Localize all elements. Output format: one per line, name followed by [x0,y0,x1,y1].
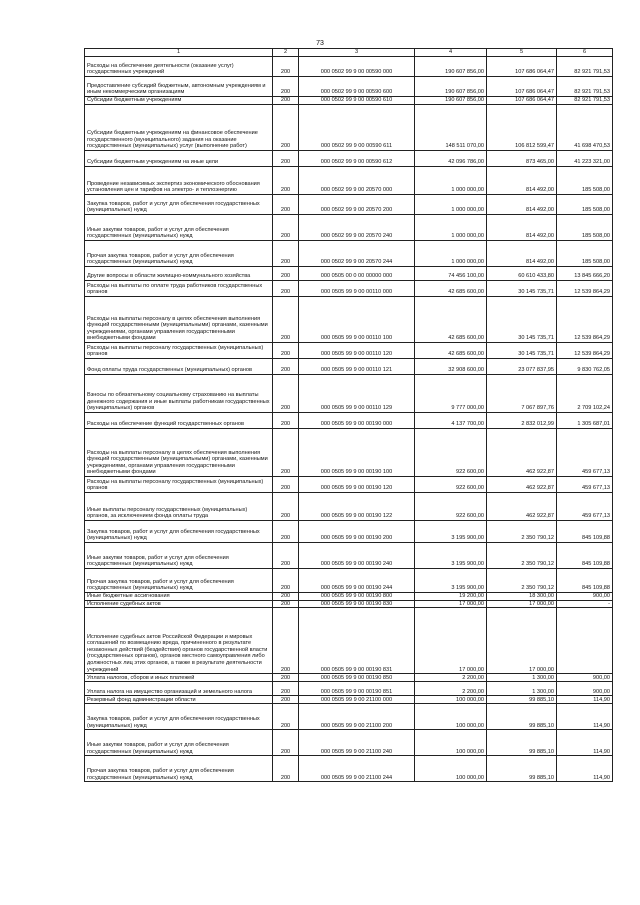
row-budget-code: 000 0505 99 9 00 00190 122 [299,493,415,521]
row-unexecuted-amount: 459 677,13 [557,477,613,493]
table-row [85,493,613,521]
row-name: Расходы на выплаты по оплате труда работников государственных органов [85,281,273,297]
table-row [85,608,613,674]
row-budget-code: 000 0505 99 9 00 21100 244 [299,756,415,782]
row-line-code: 200 [273,696,299,704]
row-executed-amount: 7 067 897,76 [487,375,557,413]
row-budget-code: 000 0505 99 9 00 00190 100 [299,429,415,477]
row-name: Прочая закупка товаров, работ и услуг для обеспечения государственных (муниципальных) нужд [85,569,273,593]
row-executed-amount: 1 300,00 [487,674,557,682]
row-unexecuted-amount: 185 508,00 [557,241,613,267]
row-name: Иные бюджетные ассигнования [85,593,273,601]
row-name: Уплата налога на имущество организаций и земельного налога [85,682,273,696]
row-executed-amount: 107 686 064,47 [487,97,557,105]
row-unexecuted-amount: - [557,600,613,608]
page-number: 73 [316,40,324,47]
row-budget-code: 000 0505 99 9 00 00190 240 [299,543,415,569]
row-line-code: 200 [273,343,299,359]
row-name: Субсидии бюджетным учреждениям [85,97,273,105]
header-cell: 3 [299,49,415,57]
row-executed-amount: 106 812 599,47 [487,105,557,151]
row-unexecuted-amount: 12 539 864,29 [557,343,613,359]
row-executed-amount: 2 350 790,12 [487,543,557,569]
row-approved-amount: 1 000 000,00 [415,215,487,241]
row-unexecuted-amount: 845 109,88 [557,543,613,569]
row-approved-amount: 74 456 100,00 [415,267,487,281]
row-name: Субсидии бюджетным учреждениям на финансовое обеспечение государственного (муниципального) задания на оказание государственных (муниципальных) услуг (выполнение работ) [85,105,273,151]
row-approved-amount: 922 600,00 [415,477,487,493]
table-row [85,215,613,241]
row-unexecuted-amount: 82 921 791,53 [557,77,613,97]
table-row [85,97,613,105]
row-budget-code: 000 0505 00 0 00 00000 000 [299,267,415,281]
row-approved-amount: 100 000,00 [415,756,487,782]
row-budget-code: 000 0502 99 9 00 20570 000 [299,167,415,195]
row-approved-amount: 19 200,00 [415,593,487,601]
row-budget-code: 000 0502 99 9 00 20570 244 [299,241,415,267]
row-executed-amount: 30 145 735,71 [487,343,557,359]
row-name: Иные закупки товаров, работ и услуг для обеспечения государственных (муниципальных) нужд [85,543,273,569]
row-executed-amount: 17 000,00 [487,608,557,674]
row-approved-amount: 1 000 000,00 [415,195,487,215]
table-row [85,674,613,682]
budget-table [84,48,613,782]
row-budget-code: 000 0502 99 9 00 20570 200 [299,195,415,215]
row-approved-amount: 17 000,00 [415,600,487,608]
row-name: Расходы на выплаты персоналу государственных (муниципальных) органов [85,477,273,493]
header-cell: 6 [557,49,613,57]
row-line-code: 200 [273,704,299,730]
table-row [85,569,613,593]
row-name: Другие вопросы в области жилищно-коммунального хозяйства [85,267,273,281]
table-row [85,413,613,429]
row-unexecuted-amount: 41 223 321,00 [557,151,613,167]
table-row [85,343,613,359]
row-budget-code: 000 0505 99 9 00 00110 120 [299,343,415,359]
row-approved-amount: 100 000,00 [415,730,487,756]
table-row [85,297,613,343]
row-executed-amount: 23 077 837,95 [487,359,557,375]
row-approved-amount: 9 777 000,00 [415,375,487,413]
row-approved-amount: 190 607 856,00 [415,77,487,97]
row-line-code: 200 [273,241,299,267]
table-row [85,600,613,608]
row-approved-amount: 100 000,00 [415,696,487,704]
row-unexecuted-amount: 185 508,00 [557,195,613,215]
row-approved-amount: 148 511 070,00 [415,105,487,151]
row-name: Закупка товаров, работ и услуг для обеспечения государственных (муниципальных) нужд [85,195,273,215]
row-budget-code: 000 0505 99 9 00 21100 000 [299,696,415,704]
row-budget-code: 000 0505 99 9 00 00190 830 [299,600,415,608]
row-unexecuted-amount: 9 830 762,05 [557,359,613,375]
header-cell: 2 [273,49,299,57]
table-row [85,429,613,477]
row-approved-amount: 2 200,00 [415,682,487,696]
row-executed-amount: 17 000,00 [487,600,557,608]
row-name: Иные выплаты персоналу государственных (муниципальных) органов, за исключением фонда оплаты труда [85,493,273,521]
row-approved-amount: 42 685 600,00 [415,281,487,297]
row-line-code: 200 [273,756,299,782]
row-unexecuted-amount: 41 698 470,53 [557,105,613,151]
row-budget-code: 000 0502 99 9 00 20570 240 [299,215,415,241]
row-line-code: 200 [273,730,299,756]
row-approved-amount: 3 195 900,00 [415,543,487,569]
row-budget-code: 000 0502 99 9 00 00590 611 [299,105,415,151]
row-budget-code: 000 0502 99 9 00 00590 610 [299,97,415,105]
row-budget-code: 000 0505 99 9 00 21100 240 [299,730,415,756]
row-line-code: 200 [273,151,299,167]
row-name: Закупка товаров, работ и услуг для обеспечения государственных (муниципальных) нужд [85,704,273,730]
row-name: Иные закупки товаров, работ и услуг для обеспечения государственных (муниципальных) нужд [85,730,273,756]
row-name: Исполнение судебных актов Российской Федерации и мировых соглашений по возмещению вреда, причиненного в результате незаконных действий (бездействия) органов государственной власти (государственных органов), органов местного самоуправления либо должностных лиц этих органов, а также в результате деятельности учреждений [85,608,273,674]
row-executed-amount: 873 465,00 [487,151,557,167]
row-approved-amount: 2 200,00 [415,674,487,682]
row-line-code: 200 [273,77,299,97]
row-budget-code: 000 0505 99 9 00 21100 200 [299,704,415,730]
row-unexecuted-amount: 459 677,13 [557,429,613,477]
row-executed-amount: 2 350 790,12 [487,521,557,543]
row-line-code: 200 [273,429,299,477]
table-row [85,105,613,151]
row-unexecuted-amount: 12 539 864,29 [557,281,613,297]
table-row [85,167,613,195]
row-name: Резервный фонд администрации области [85,696,273,704]
row-unexecuted-amount: 82 921 791,53 [557,97,613,105]
row-unexecuted-amount: 114,90 [557,730,613,756]
row-name: Расходы на выплаты персоналу государственных (муниципальных) органов [85,343,273,359]
row-budget-code: 000 0505 99 9 00 00190 850 [299,674,415,682]
row-executed-amount: 814 492,00 [487,167,557,195]
row-executed-amount: 30 145 735,71 [487,297,557,343]
row-approved-amount: 42 096 786,00 [415,151,487,167]
row-line-code: 200 [273,413,299,429]
row-unexecuted-amount: 900,00 [557,593,613,601]
row-line-code: 200 [273,593,299,601]
row-executed-amount: 2 350 790,12 [487,569,557,593]
row-budget-code: 000 0502 99 9 00 00590 600 [299,77,415,97]
row-executed-amount: 462 922,87 [487,429,557,477]
row-executed-amount: 814 492,00 [487,241,557,267]
row-name: Взносы по обязательному социальному страхованию на выплаты денежного содержания и иные выплаты работникам государственных (муниципальных) органов [85,375,273,413]
row-budget-code: 000 0502 99 9 00 00590 000 [299,57,415,77]
row-unexecuted-amount: 900,00 [557,682,613,696]
row-name: Иные закупки товаров, работ и услуг для обеспечения государственных (муниципальных) нужд [85,215,273,241]
row-unexecuted-amount: 13 845 666,20 [557,267,613,281]
row-unexecuted-amount: 82 921 791,53 [557,57,613,77]
table-row [85,375,613,413]
row-approved-amount: 42 685 600,00 [415,343,487,359]
header-row [85,49,613,57]
row-unexecuted-amount: 185 508,00 [557,215,613,241]
row-executed-amount: 814 492,00 [487,195,557,215]
row-executed-amount: 462 922,87 [487,493,557,521]
table-row [85,696,613,704]
table-row [85,195,613,215]
row-budget-code: 000 0505 99 9 00 00110 129 [299,375,415,413]
row-line-code: 200 [273,569,299,593]
row-line-code: 200 [273,493,299,521]
row-approved-amount: 4 137 700,00 [415,413,487,429]
row-name: Фонд оплаты труда государственных (муниципальных) органов [85,359,273,375]
table-row [85,730,613,756]
row-unexecuted-amount: 185 508,00 [557,167,613,195]
row-budget-code: 000 0505 99 9 00 00110 121 [299,359,415,375]
row-executed-amount: 30 145 735,71 [487,281,557,297]
row-approved-amount: 42 685 600,00 [415,297,487,343]
table-row [85,477,613,493]
table-row [85,704,613,730]
table-row [85,151,613,167]
row-approved-amount: 32 908 600,00 [415,359,487,375]
row-line-code: 200 [273,375,299,413]
row-name: Субсидии бюджетным учреждениям на иные цели [85,151,273,167]
row-name: Проведение независимых экспертиз экономического обоснования установления цен и тарифов на электро- и теплоэнергию [85,167,273,195]
row-budget-code: 000 0505 99 9 00 00190 800 [299,593,415,601]
row-executed-amount: 107 686 064,47 [487,57,557,77]
row-line-code: 200 [273,281,299,297]
row-executed-amount: 99 885,10 [487,756,557,782]
row-line-code: 200 [273,682,299,696]
table-row [85,543,613,569]
header-cell: 1 [85,49,273,57]
row-name: Прочая закупка товаров, работ и услуг для обеспечения государственных (муниципальных) нужд [85,756,273,782]
row-line-code: 200 [273,195,299,215]
row-unexecuted-amount: 459 677,13 [557,493,613,521]
row-name: Уплата налогов, сборов и иных платежей [85,674,273,682]
row-executed-amount: 462 922,87 [487,477,557,493]
row-line-code: 200 [273,600,299,608]
row-budget-code: 000 0505 99 9 00 00190 000 [299,413,415,429]
header-cell: 4 [415,49,487,57]
row-approved-amount: 922 600,00 [415,429,487,477]
row-executed-amount: 60 610 433,80 [487,267,557,281]
row-name: Расходы на выплаты персоналу в целях обеспечения выполнения функций государственными (муниципальными) органами, казенными учреждениями, органами управления государственными внебюджетными фондами [85,429,273,477]
row-line-code: 200 [273,267,299,281]
table-row [85,359,613,375]
row-line-code: 200 [273,608,299,674]
row-unexecuted-amount: 114,90 [557,756,613,782]
row-approved-amount: 17 000,00 [415,608,487,674]
row-executed-amount: 99 885,10 [487,704,557,730]
row-budget-code: 000 0505 99 9 00 00190 200 [299,521,415,543]
row-line-code: 200 [273,105,299,151]
table-row [85,241,613,267]
row-unexecuted-amount: 845 109,88 [557,521,613,543]
row-unexecuted-amount: 1 305 687,01 [557,413,613,429]
row-line-code: 200 [273,97,299,105]
row-line-code: 200 [273,674,299,682]
row-executed-amount: 99 885,10 [487,730,557,756]
row-line-code: 200 [273,477,299,493]
row-budget-code: 000 0505 99 9 00 00110 000 [299,281,415,297]
row-name: Расходы на обеспечение функций государственных органов [85,413,273,429]
row-budget-code: 000 0502 99 9 00 00590 612 [299,151,415,167]
header-cell: 5 [487,49,557,57]
row-executed-amount: 99 885,10 [487,696,557,704]
table-row [85,267,613,281]
row-budget-code: 000 0505 99 9 00 00190 851 [299,682,415,696]
table-row [85,77,613,97]
row-unexecuted-amount: 2 709 102,24 [557,375,613,413]
row-approved-amount: 1 000 000,00 [415,241,487,267]
row-line-code: 200 [273,215,299,241]
row-approved-amount: 100 000,00 [415,704,487,730]
row-budget-code: 000 0505 99 9 00 00190 120 [299,477,415,493]
row-executed-amount: 814 492,00 [487,215,557,241]
table-row [85,281,613,297]
table-row [85,57,613,77]
table-row [85,682,613,696]
table-row [85,521,613,543]
row-unexecuted-amount: 900,00 [557,674,613,682]
row-approved-amount: 922 600,00 [415,493,487,521]
row-executed-amount: 1 300,00 [487,682,557,696]
row-approved-amount: 190 607 856,00 [415,57,487,77]
row-name: Расходы на обеспечение деятельности (оказание услуг) государственных учреждений [85,57,273,77]
table-row [85,756,613,782]
row-approved-amount: 1 000 000,00 [415,167,487,195]
row-line-code: 200 [273,57,299,77]
table-body [85,57,613,782]
row-unexecuted-amount: 114,90 [557,696,613,704]
row-line-code: 200 [273,521,299,543]
row-approved-amount: 3 195 900,00 [415,569,487,593]
row-name: Расходы на выплаты персоналу в целях обеспечения выполнения функций государственными (муниципальными) органами, казенными учреждениями, органами управления государственными внебюджетными фондами [85,297,273,343]
row-budget-code: 000 0505 99 9 00 00110 100 [299,297,415,343]
row-line-code: 200 [273,359,299,375]
row-executed-amount: 18 300,00 [487,593,557,601]
row-line-code: 200 [273,167,299,195]
row-unexecuted-amount: 845 109,88 [557,569,613,593]
row-line-code: 200 [273,543,299,569]
table-row [85,593,613,601]
row-budget-code: 000 0505 99 9 00 00190 244 [299,569,415,593]
row-unexecuted-amount: 114,90 [557,704,613,730]
row-line-code: 200 [273,297,299,343]
row-unexecuted-amount [557,608,613,674]
row-name: Исполнение судебных актов [85,600,273,608]
row-budget-code: 000 0505 99 9 00 00190 831 [299,608,415,674]
row-executed-amount: 2 832 012,99 [487,413,557,429]
row-executed-amount: 107 686 064,47 [487,77,557,97]
row-approved-amount: 190 607 856,00 [415,97,487,105]
row-name: Прочая закупка товаров, работ и услуг для обеспечения государственных (муниципальных) нужд [85,241,273,267]
row-name: Закупка товаров, работ и услуг для обеспечения государственных (муниципальных) нужд [85,521,273,543]
row-unexecuted-amount: 12 539 864,29 [557,297,613,343]
row-name: Предоставление субсидий бюджетным, автономным учреждениям и иным некоммерческим организациям [85,77,273,97]
row-approved-amount: 3 195 900,00 [415,521,487,543]
